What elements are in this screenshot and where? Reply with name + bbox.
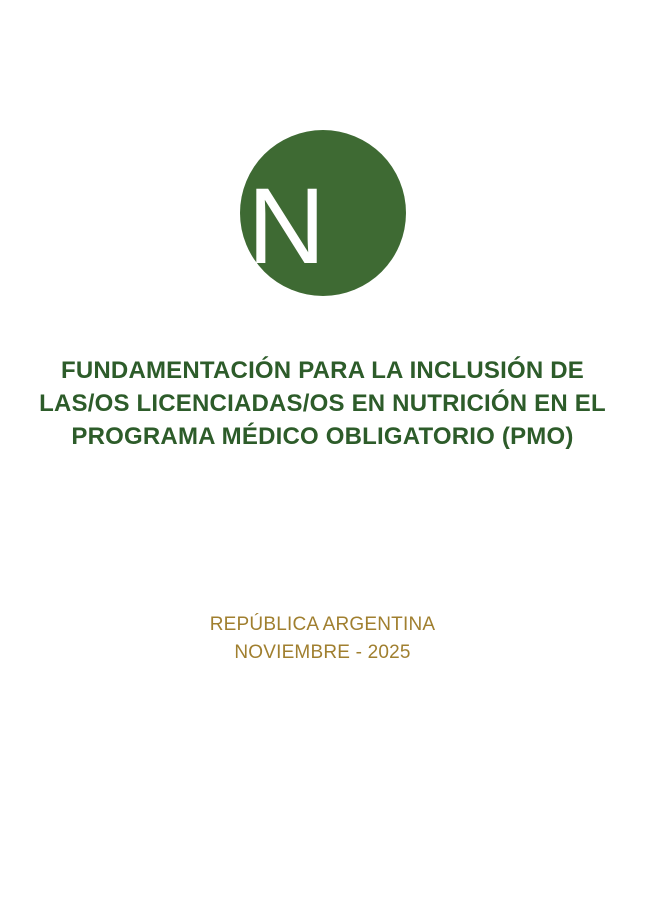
title-line-3: PROGRAMA MÉDICO OBLIGATORIO (PMO) (71, 423, 574, 450)
title-line-1: FUNDAMENTACIÓN PARA LA INCLUSIÓN DE (61, 357, 584, 384)
nutrition-logo-icon (240, 130, 406, 296)
document-subtitle (0, 611, 645, 667)
document-title (0, 354, 645, 453)
logo-letter-n: N (247, 165, 326, 286)
subtitle-date: NOVIEMBRE - 2025 (234, 642, 411, 663)
subtitle-country: REPÚBLICA ARGENTINA (209, 614, 436, 635)
title-line-2: LAS/OS LICENCIADAS/OS EN NUTRICIÓN EN EL (39, 390, 606, 417)
